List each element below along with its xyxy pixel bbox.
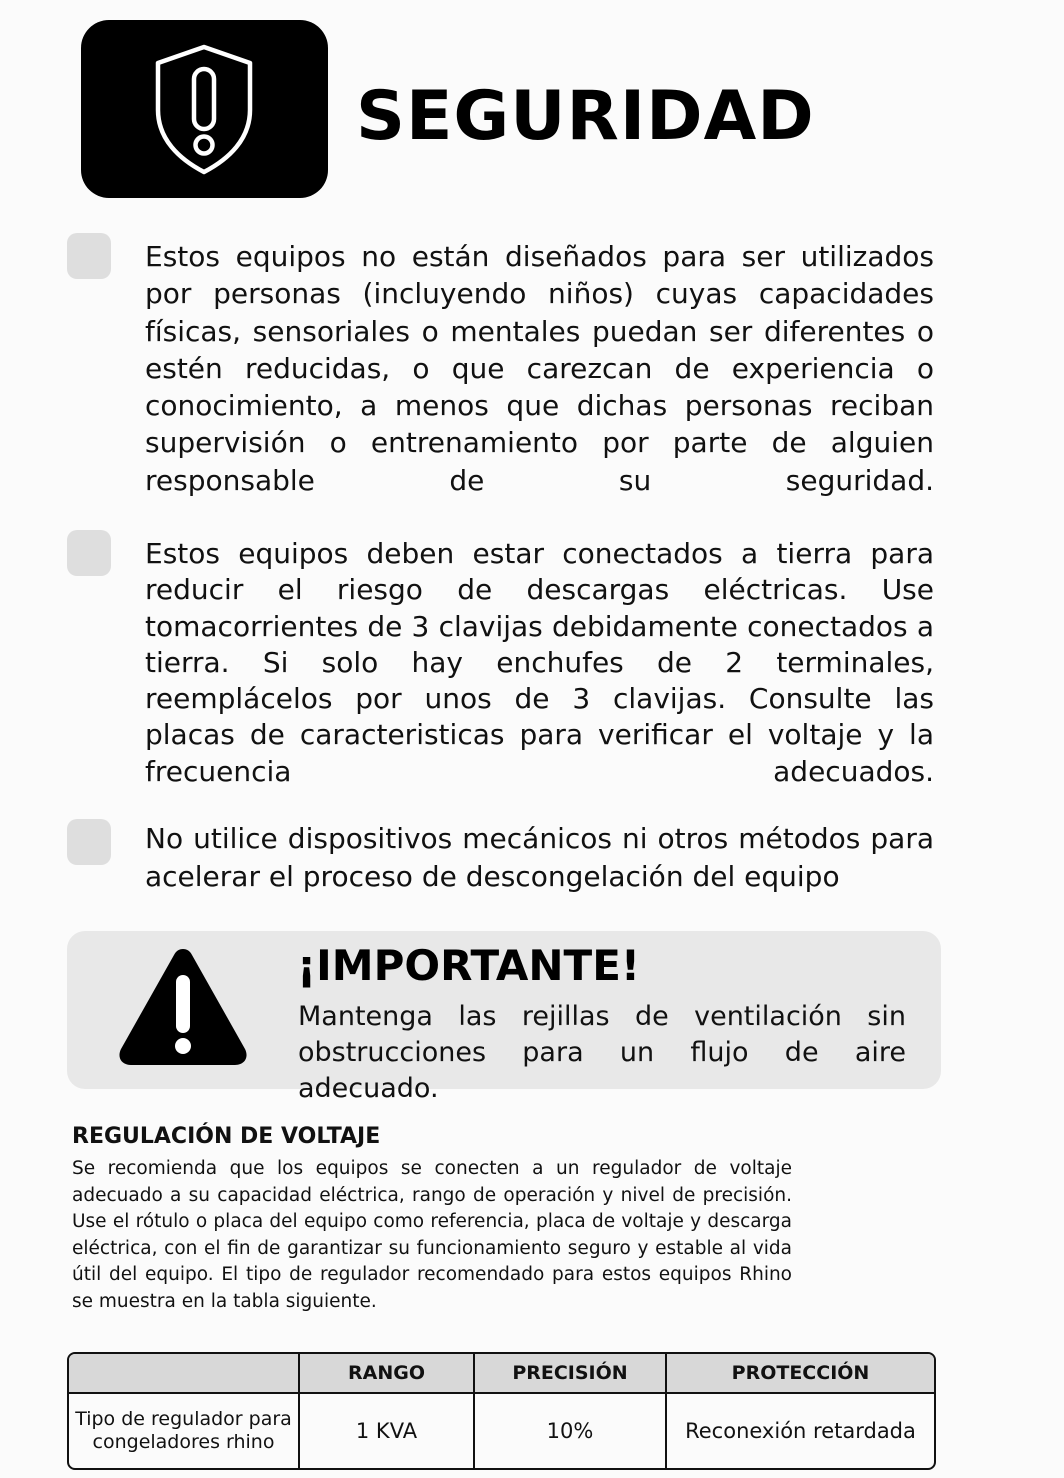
column-header: RANGO	[299, 1354, 474, 1393]
table-cell: 1 KVA	[299, 1393, 474, 1468]
bullet-marker	[67, 233, 111, 279]
important-title: ¡IMPORTANTE!	[297, 941, 641, 990]
shield-exclamation-icon	[151, 42, 257, 178]
safety-paragraph-2: Estos equipos deben estar conectados a tierra para reducir el riesgo de descargas eléctricas. Use tomacorrientes de 3 clavijas debidamente conectados a tierra. Si solo hay enchufes de 2 terminales, reemplácelos por unos de 3 clavijas. Consulte las placas de caracteristicas para verificar el voltaje y la frecuencia adecuados.	[145, 537, 934, 788]
important-text: Mantenga las rejillas de ventilación sin obstrucciones para un flujo de aire adecuado.	[298, 1001, 906, 1104]
column-header: PRECISIÓN	[474, 1354, 666, 1393]
section-text: Se recomienda que los equipos se conecten a un regulador de voltaje adecuado a su capacidad eléctrica, rango de operación y nivel de precisión. Use el rótulo o placa del equipo como referencia, placa de voltaje y descarga eléctrica, con el fin de garantizar su funcionamiento seguro y estable al vida útil del equipo. El tipo de regulador recomendado para estos equipos Rhino se muestra en la tabla siguiente.	[72, 1158, 792, 1312]
table-row	[69, 1393, 934, 1468]
warning-triangle-icon	[117, 943, 249, 1069]
section-heading: REGULACIÓN DE VOLTAJE	[72, 1124, 381, 1149]
table-header-row	[69, 1354, 934, 1393]
safety-paragraph-1: Estos equipos no están diseñados para ser utilizados por personas (incluyendo niños) cuyas capacidades físicas, sensoriales o mentales puedan ser diferentes o estén reducidas, o que carezcan de experiencia o conocimiento, a menos que dichas personas reciban supervisión o entrenamiento por parte de alguien responsable de su seguridad.	[145, 240, 934, 497]
column-header	[69, 1354, 299, 1393]
table-cell: Tipo de regulador para congeladores rhino	[69, 1393, 299, 1468]
page-title: SEGURIDAD	[356, 77, 815, 156]
safety-paragraph-3: No utilice dispositivos mecánicos ni otros métodos para acelerar el proceso de descongelación del equipo	[145, 822, 934, 893]
column-header: PROTECCIÓN	[666, 1354, 934, 1393]
important-notice	[67, 931, 941, 1104]
regulator-table	[67, 1352, 936, 1470]
table-cell: Reconexión retardada	[685, 1419, 916, 1443]
header-icon-badge	[81, 20, 328, 198]
bullet-marker	[67, 819, 111, 865]
table-cell: 10%	[474, 1393, 666, 1468]
bullet-marker	[67, 530, 111, 576]
